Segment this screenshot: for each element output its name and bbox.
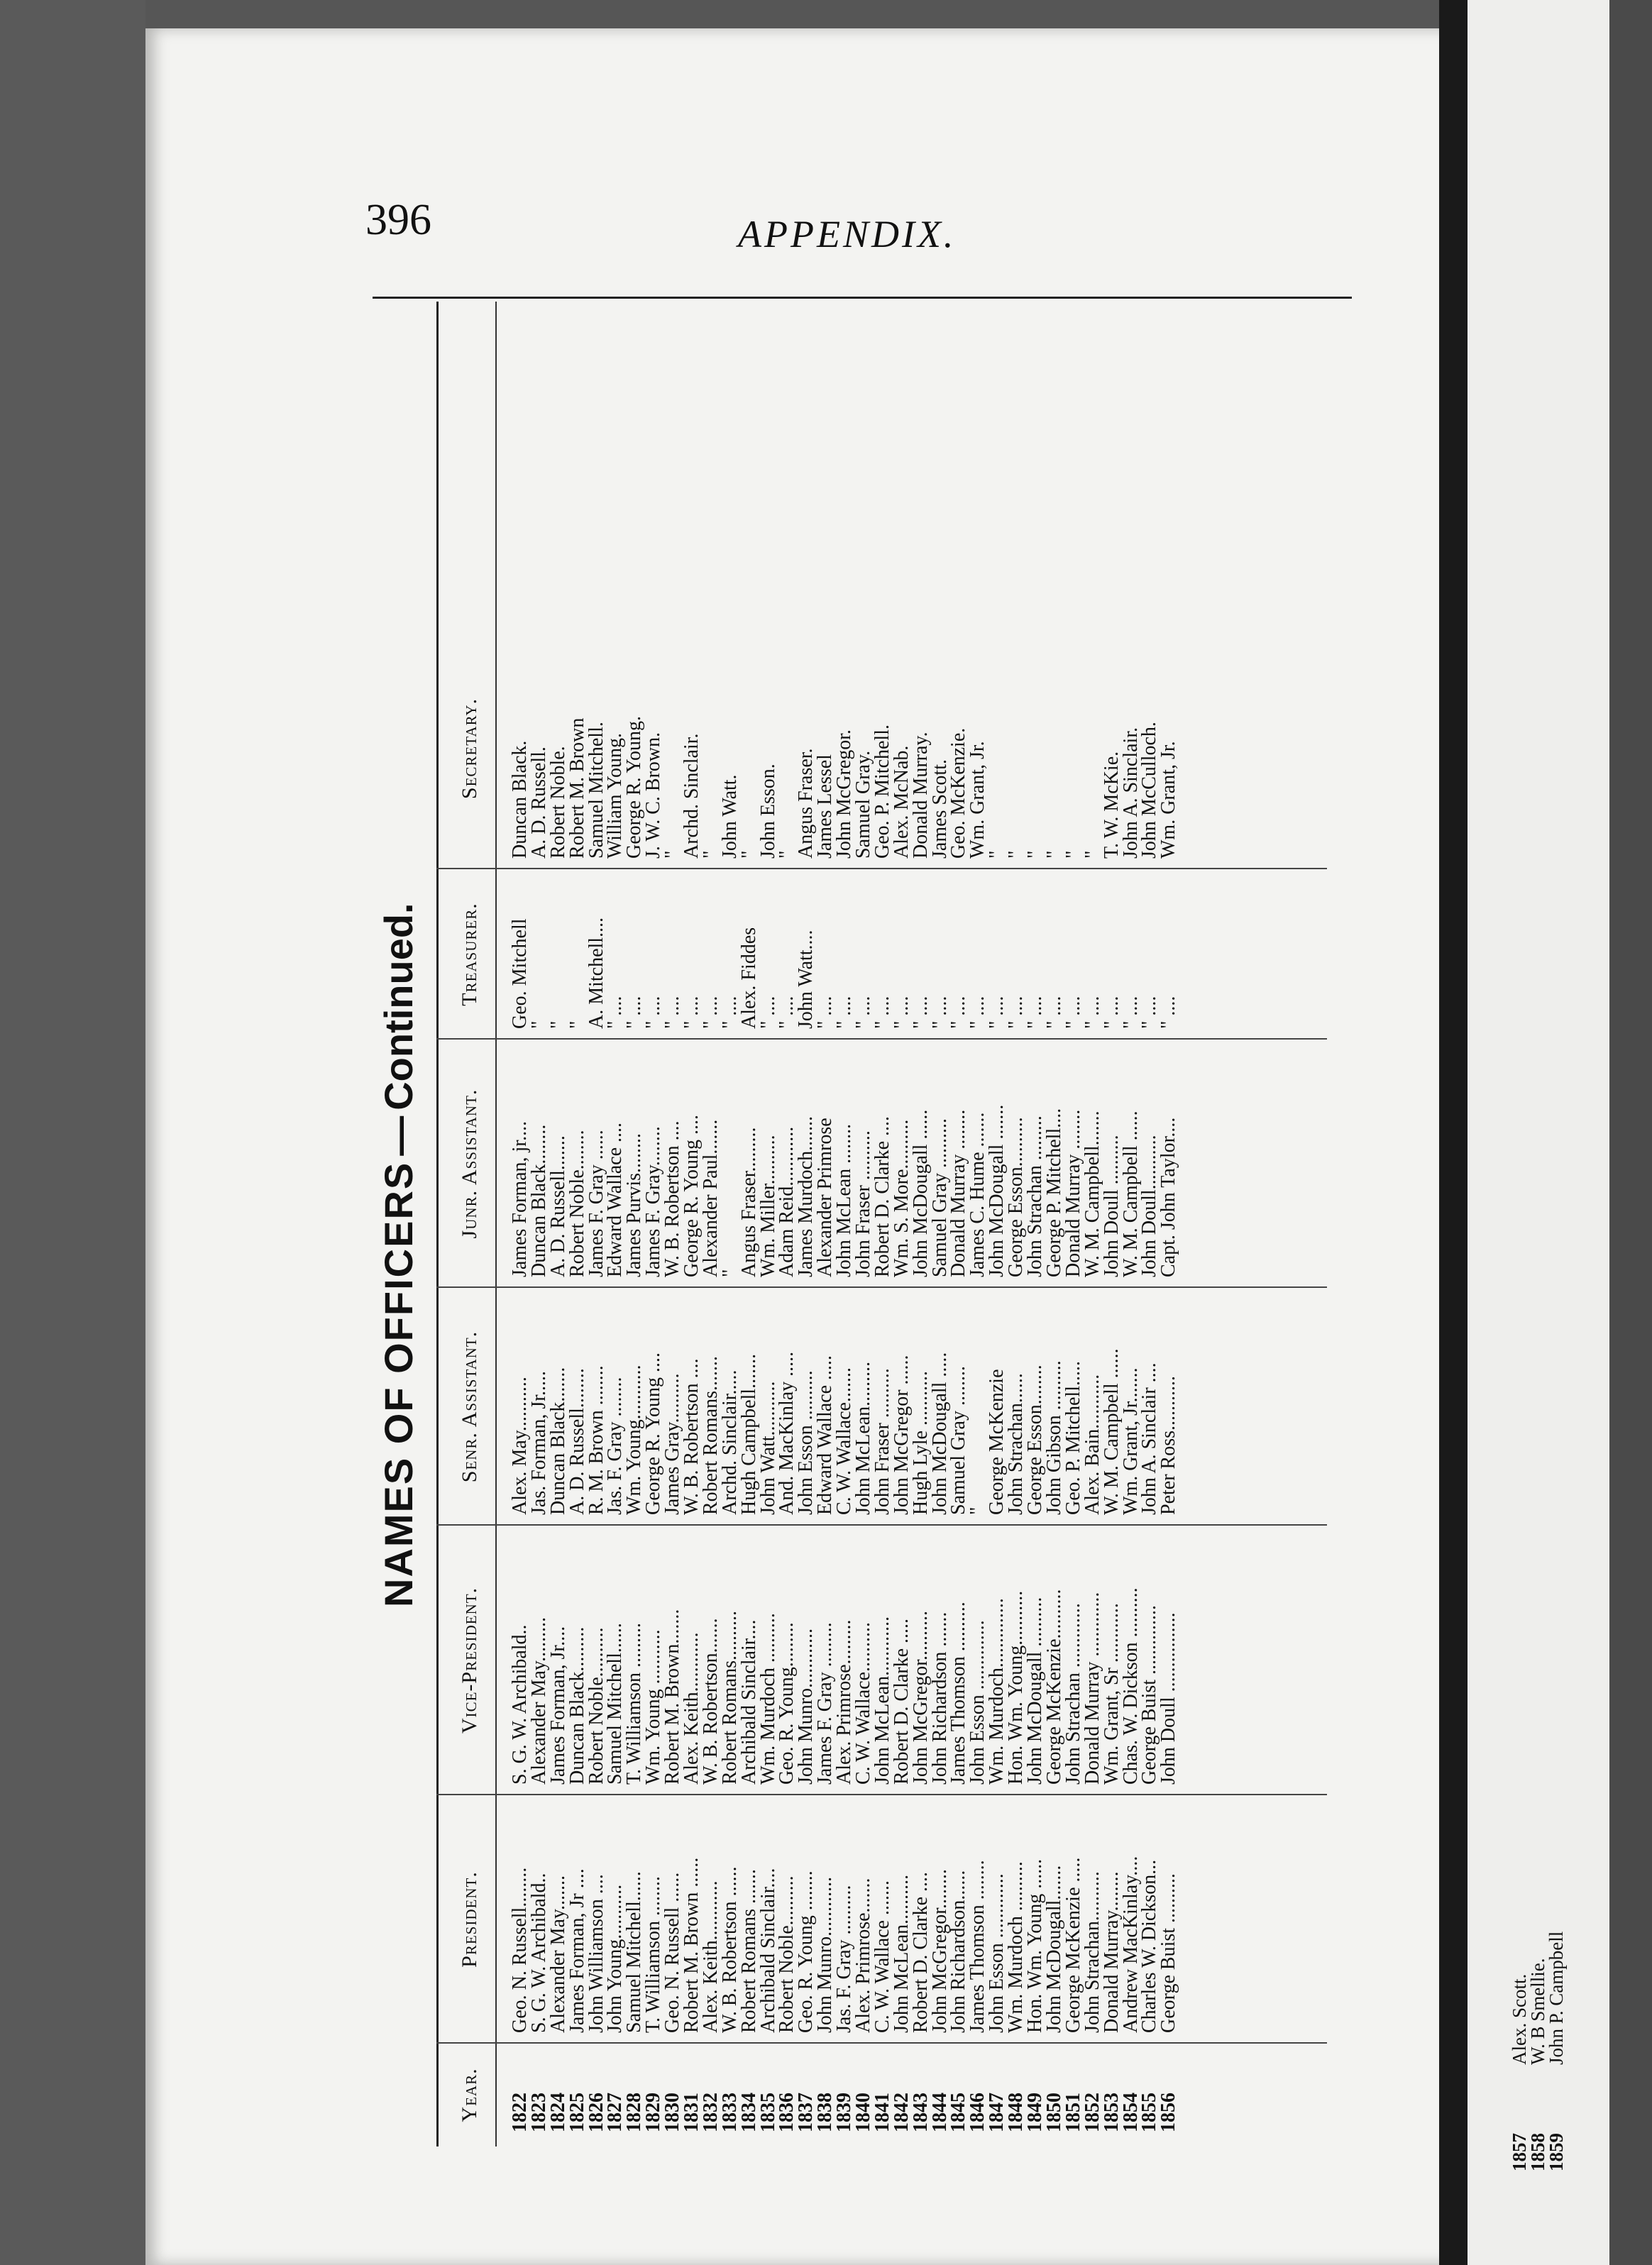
cell-year: 1854 — [1119, 2093, 1142, 2132]
cell-secretary: John Esson. — [756, 764, 779, 859]
cell-vice-president: Donald Murray ............. — [1081, 1592, 1103, 1785]
cell-year: 1851 — [1062, 2093, 1084, 2132]
cell-senior-assistant: Geo. P. Mitchell..... — [1062, 1361, 1084, 1515]
cell-junior-assistant: Samuel Gray .......... — [928, 1118, 951, 1277]
cell-senior-assistant: John Gibson .......... — [1042, 1360, 1065, 1515]
cell-treasurer: " .... — [1100, 996, 1123, 1029]
facing-page-text — [1510, 1462, 1652, 2171]
cell-junior-assistant: James F. Gray ...... — [585, 1130, 607, 1277]
cell-secretary: James Scott. — [928, 759, 951, 859]
cell-treasurer: " .... — [986, 996, 1008, 1029]
cell-secretary: " — [1081, 850, 1103, 859]
cell-junior-assistant: " — [718, 1269, 741, 1277]
cell-secretary: George R. Young. — [623, 716, 646, 859]
cell-president: John McLean.......... — [890, 1874, 913, 2033]
cell-president: Archibald Sinclair.... — [756, 1868, 779, 2033]
column-divider — [436, 1038, 1327, 1040]
column-vice-president — [511, 1529, 1179, 1785]
cell-year: 1853 — [1100, 2093, 1123, 2132]
cell-vice-president: Wm. Young ........... — [642, 1629, 665, 1785]
cell-senior-assistant: Hugh Campbell....... — [737, 1353, 760, 1515]
cell-senior-assistant: Peter Ross........... — [1157, 1376, 1180, 1515]
cell-president: George McKenzie ..... — [1062, 1857, 1084, 2033]
cell-junior-assistant: John McDougall ....... — [986, 1104, 1008, 1277]
cell-secretary: John McGregor. — [833, 729, 856, 859]
cell-junior-assistant: James Purvis........ — [623, 1133, 646, 1277]
column-secretary — [511, 624, 1179, 859]
cell-junior-assistant: John Strachan ......... — [1024, 1115, 1047, 1277]
cell-treasurer: Alex. Fiddes — [737, 927, 760, 1029]
cell-secretary: T. W. McKie. — [1100, 751, 1123, 859]
cell-secretary: " — [986, 850, 1008, 859]
cell-year: 1858 — [1527, 2133, 1548, 2171]
cell-senior-assistant: Duncan Black....... — [546, 1367, 569, 1515]
cell-treasurer: " .... — [699, 996, 722, 1029]
cell-vice-president: S. G. W. Archibald.. — [509, 1624, 531, 1785]
cell-vice-president: W. B. Robertson....... — [699, 1618, 722, 1785]
cell-junior-assistant: Alexander Paul....... — [699, 1119, 722, 1277]
cell-vice-president: Chas. W. Dickson .......... — [1119, 1587, 1142, 1785]
cell-year: 1824 — [546, 2093, 569, 2132]
cell-junior-assistant: George P. Mitchell.... — [1042, 1108, 1065, 1277]
cell-junior-assistant: James Murdoch....... — [795, 1115, 817, 1277]
cell-year: 1829 — [642, 2093, 665, 2132]
cell-treasurer: " .... — [1042, 996, 1065, 1029]
cell-junior-assistant: George Esson.......... — [1005, 1117, 1028, 1277]
cell-senior-assistant: " — [967, 1506, 989, 1515]
cell-secretary: Wm. Grant, Jr. — [1157, 741, 1180, 859]
cell-president: W. B. Robertson ...... — [718, 1866, 741, 2033]
cell-president: John Esson ............. — [986, 1873, 1008, 2033]
cell-president: John Richardson...... — [947, 1870, 970, 2033]
cell-vice-president: Wm. Murdoch.............. — [986, 1598, 1008, 1785]
cell-vice-president: Samuel Mitchell...... — [604, 1623, 627, 1785]
cell-year: 1825 — [566, 2093, 588, 2132]
cell-year: 1830 — [661, 2093, 684, 2132]
column-junior-assistant — [511, 1043, 1179, 1277]
page-number: 396 — [365, 196, 431, 244]
cell-junior-assistant: John Doull........... — [1138, 1135, 1161, 1277]
cell-senior-assistant: John McDougall ..... — [928, 1352, 951, 1515]
cell-senior-assistant: James Gray.......... — [661, 1373, 684, 1515]
cell-treasurer: Geo. Mitchell — [509, 918, 531, 1029]
cell-junior-assistant: Angus Fraser......... — [737, 1127, 760, 1277]
cell-secretary: William Young. — [604, 732, 627, 859]
cell-senior-assistant: George Esson........ — [1024, 1365, 1047, 1515]
cell-vice-president: Geo. R. Young......... — [776, 1622, 798, 1785]
cell-treasurer: " .... — [1119, 996, 1142, 1029]
cell-treasurer: " .... — [681, 996, 703, 1029]
cell-president: Hon. Wm. Young ...... — [1024, 1858, 1047, 2033]
cell-junior-assistant: George R. Young .... — [681, 1115, 703, 1277]
cell-vice-president: Robert D. Clarke ..... — [890, 1618, 913, 1785]
cell-secretary: " — [776, 850, 798, 859]
table-title-dash: — — [376, 1115, 421, 1156]
cell-secretary: Wm. Grant, Jr. — [967, 741, 989, 859]
cell-vice-president: Wm. Grant, Sr ............ — [1100, 1603, 1123, 1785]
cell-secretary: Samuel Mitchell. — [585, 722, 607, 859]
cell-vice-president: Alexander May......... — [527, 1616, 550, 1785]
header-year: Year. — [458, 2068, 481, 2122]
running-head: APPENDIX. — [738, 213, 957, 255]
cell-junior-assistant: W. B. Robertson .... — [661, 1120, 684, 1277]
cell-treasurer: " .... — [1157, 996, 1180, 1029]
cell-treasurer: " .... — [718, 996, 741, 1029]
cell-year: 1832 — [699, 2093, 722, 2132]
cell-president: Alexander May....... — [546, 1875, 569, 2033]
cell-treasurer: " — [566, 1020, 588, 1029]
cell-junior-assistant: W. M. Campbell ...... — [1119, 1111, 1142, 1277]
cell-senior-assistant: Alex. Bain........... — [1081, 1374, 1103, 1515]
column-divider — [436, 1794, 1327, 1795]
cell-year: 1843 — [909, 2093, 932, 2132]
column-senior-assistant — [511, 1291, 1179, 1515]
table-header-rule — [495, 302, 497, 2146]
cell-president: Robert Noble.......... — [776, 1875, 798, 2033]
column-year — [511, 2047, 1179, 2132]
cell-treasurer: " .... — [604, 996, 627, 1029]
column-divider — [436, 868, 1327, 869]
cell-year: 1833 — [718, 2093, 741, 2132]
cell-secretary: John A. Sinclair. — [1119, 727, 1142, 859]
cell-year: 1835 — [756, 2093, 779, 2132]
cell-senior-assistant: George McKenzie — [986, 1369, 1008, 1515]
cell-secretary: John McCulloch. — [1138, 722, 1161, 859]
cell-secretary: " — [1042, 850, 1065, 859]
cell-president: Alex. Keith............ — [699, 1880, 722, 2033]
cell-vice-president: Duncan Black......... — [566, 1626, 588, 1785]
cell-senior-assistant: C. W. Wallace....... — [833, 1367, 856, 1515]
cell-junior-assistant: James Forman, jr.... — [509, 1120, 531, 1277]
cell-secretary: Robert M. Brown — [566, 717, 588, 859]
header-vice-president: Vice-President. — [458, 1587, 481, 1734]
cell-secretary: Duncan Black. — [509, 740, 531, 859]
cell-secretary: " — [661, 850, 684, 859]
cell-president: Geo. N. Russell ...... — [661, 1872, 684, 2033]
cell-treasurer: " .... — [623, 996, 646, 1029]
cell-year: 1837 — [795, 2093, 817, 2132]
cell-senior-assistant: John McLean......... — [852, 1361, 875, 1515]
book-gutter — [1439, 0, 1467, 2265]
cell-vice-president: George Buist .............. — [1138, 1604, 1161, 1785]
column-president — [511, 1799, 1179, 2033]
cell-secretary: " — [699, 850, 722, 859]
cell-year: 1845 — [947, 2093, 970, 2132]
cell-president: Jas. F. Gray .......... — [833, 1885, 856, 2033]
cell-junior-assistant: Duncan Black........ — [527, 1124, 550, 1277]
cell-junior-assistant: Robert D. Clarke .... — [871, 1115, 893, 1277]
cell-vice-president: George McKenzie.......... — [1042, 1589, 1065, 1785]
cell-junior-assistant: James F. Gray........ — [642, 1126, 665, 1277]
cell-senior-assistant: Jas. Forman, Jr..... — [527, 1371, 550, 1515]
scan-left-margin — [0, 0, 145, 2265]
cell-year: 1857 — [1509, 2133, 1530, 2171]
cell-junior-assistant: W. M. Campbell....... — [1081, 1111, 1103, 1277]
cell-senior-assistant: John Strachan...... — [1005, 1373, 1028, 1515]
cell-secretary: Geo. McKenzie. — [947, 727, 970, 859]
cell-president: C. W. Wallace ....... — [871, 1880, 893, 2033]
cell-president: James Forman, Jr .... — [566, 1868, 588, 2033]
cell-year: 1822 — [509, 2093, 531, 2132]
cell-treasurer: " .... — [661, 996, 684, 1029]
cell-treasurer: " .... — [928, 996, 951, 1029]
cell-treasurer: " .... — [909, 996, 932, 1029]
cell-president: T. Williamson ........ — [642, 1875, 665, 2033]
cell-senior-assistant: Wm. Young........... — [623, 1365, 646, 1515]
cell-vice-president: Alex. Primrose......... — [833, 1619, 856, 1785]
cell-president: Robert Romans ....... — [737, 1869, 760, 2033]
cell-secretary: A. D. Russell. — [527, 746, 550, 859]
cell-senior-assistant: W. B. Robertson .... — [681, 1358, 703, 1515]
cell-year: 1828 — [623, 2093, 646, 2132]
cell-vice-president: C. W. Wallace.......... — [852, 1622, 875, 1785]
column-treasurer — [511, 873, 1179, 1029]
cell-secretary: Samuel Gray. — [852, 750, 875, 859]
cell-senior-assistant: A. D. Russell........ — [566, 1368, 588, 1515]
column-divider — [436, 2042, 1327, 2044]
cell-president: S. G. W. Archibald.. — [527, 1873, 550, 2033]
cell-president: Donald Murray........ — [1100, 1871, 1123, 2033]
cell-vice-president: Wm. Murdoch .......... — [756, 1613, 779, 1785]
cell-treasurer: " .... — [852, 996, 875, 1029]
header-treasurer: Treasurer. — [458, 903, 481, 1006]
cell-treasurer: " .... — [1005, 996, 1028, 1029]
cell-year: 1844 — [928, 2093, 951, 2132]
cell-vice-president: John Munro............ — [795, 1628, 817, 1785]
cell-vice-president: John Doull ................ — [1157, 1612, 1180, 1785]
cell-vice-president: James Thomson .......... — [947, 1602, 970, 1785]
cell-senior-assistant: Edward Wallace ..... — [814, 1355, 837, 1515]
cell-president: Geo. N. Russell........ — [509, 1867, 531, 2033]
cell-year: 1823 — [527, 2093, 550, 2132]
cell-senior-assistant: George R. Young .... — [642, 1352, 665, 1515]
cell-president: John Young........... — [604, 1884, 627, 2033]
cell-year: 1831 — [681, 2093, 703, 2132]
cell-senior-assistant: And. MacKinlay ..... — [776, 1351, 798, 1515]
table-title-main: NAMES OF OFFICERS — [376, 1161, 421, 1607]
cell-senior-assistant: Wm. Grant, Jr....... — [1119, 1367, 1142, 1515]
cell-secretary: " — [1024, 850, 1047, 859]
cell-treasurer: " .... — [890, 996, 913, 1029]
cell-junior-assistant: Alexander Primrose — [814, 1118, 837, 1277]
cell-president: Andrew MacKinlay.... — [1119, 1856, 1142, 2033]
cell-senior-assistant: Samuel Gray ........ — [947, 1366, 970, 1515]
cell-vice-president: James Forman, Jr.... — [546, 1626, 569, 1785]
cell-secretary: J. W. C. Brown. — [642, 732, 665, 859]
cell-year: 1850 — [1042, 2093, 1065, 2132]
cell-treasurer: " .... — [642, 996, 665, 1029]
cell-year: 1836 — [776, 2093, 798, 2132]
cell-junior-assistant: Robert Noble........ — [566, 1130, 588, 1277]
cell-secretary: James Lessel — [814, 754, 837, 859]
cell-vice-president: John Esson .............. — [967, 1620, 989, 1785]
column-secretary-continued — [1510, 1795, 1565, 2065]
cell-president: Geo. R. Young ........ — [795, 1870, 817, 2033]
cell-secretary: W. B Smellie. — [1527, 1958, 1548, 2065]
cell-junior-assistant: Donald Murray ........ — [947, 1109, 970, 1277]
cell-secretary: John P. Campbell — [1546, 1931, 1567, 2065]
header-secretary: Secretary. — [458, 698, 481, 800]
cell-treasurer: A. Mitchell.... — [585, 917, 607, 1029]
cell-treasurer: " .... — [871, 996, 893, 1029]
cell-year: 1834 — [737, 2093, 760, 2132]
cell-year: 1856 — [1157, 2093, 1180, 2132]
cell-year: 1839 — [833, 2093, 856, 2132]
cell-vice-president: John Strachan ............. — [1062, 1603, 1084, 1785]
cell-senior-assistant: R. M. Brown ........ — [585, 1365, 607, 1515]
cell-year: 1848 — [1005, 2093, 1028, 2132]
cell-year: 1842 — [890, 2093, 913, 2132]
cell-president: Samuel Mitchell...... — [623, 1871, 646, 2033]
cell-junior-assistant: John Doull .......... — [1100, 1135, 1123, 1277]
cell-president: John Williamson .... — [585, 1874, 607, 2033]
cell-treasurer: " .... — [967, 996, 989, 1029]
cell-secretary: Alex. Scott. — [1509, 1973, 1530, 2065]
cell-year: 1847 — [986, 2093, 1008, 2132]
cell-junior-assistant: Wm. Miller.......... — [756, 1135, 779, 1277]
cell-treasurer: " .... — [1138, 996, 1161, 1029]
cell-vice-president: Hon. Wm. Young........... — [1005, 1590, 1028, 1785]
cell-senior-assistant: John Watt........... — [756, 1381, 779, 1515]
cell-year: 1840 — [852, 2093, 875, 2132]
cell-vice-president: Robert M. Brown....... — [661, 1609, 684, 1785]
cell-president: Robert M. Brown ...... — [681, 1857, 703, 2033]
cell-junior-assistant: Capt. John Taylor.... — [1157, 1117, 1180, 1277]
officers-table — [369, 302, 1355, 2146]
cell-senior-assistant: John Fraser .......... — [871, 1368, 893, 1515]
cell-vice-president: Robert Noble.......... — [585, 1627, 607, 1785]
cell-vice-president: T. Williamson ......... — [623, 1622, 646, 1785]
cell-junior-assistant: Donald Murray ........ — [1062, 1109, 1084, 1277]
cell-senior-assistant: Robert Romans....... — [699, 1356, 722, 1515]
cell-president: John Munro............ — [814, 1876, 837, 2033]
cell-president: John McDougall....... — [1042, 1865, 1065, 2033]
header-senior-assistant: Senr. Assistant. — [458, 1330, 481, 1483]
cell-president: Charles W. Dickson... — [1138, 1859, 1161, 2033]
cell-senior-assistant: Hugh Lyle ........... — [909, 1371, 932, 1515]
cell-secretary: " — [1005, 850, 1028, 859]
cell-senior-assistant: Alex. May........... — [509, 1377, 531, 1515]
cell-president: James Thomson ........ — [967, 1860, 989, 2033]
table-top-rule — [436, 302, 439, 2146]
cell-secretary: Donald Murray. — [909, 732, 932, 859]
cell-secretary: Alex. McNab. — [890, 745, 913, 859]
cell-treasurer: " .... — [756, 996, 779, 1029]
column-divider — [436, 1524, 1327, 1526]
cell-president: Robert D. Clarke .... — [909, 1871, 932, 2033]
cell-year: 1849 — [1024, 2093, 1047, 2132]
cell-junior-assistant: A. D. Russell....... — [546, 1135, 569, 1277]
cell-senior-assistant: W. M. Campbell ...... — [1100, 1348, 1123, 1515]
cell-senior-assistant: John Esson .......... — [795, 1370, 817, 1515]
header-junior-assistant: Junr. Assistant. — [458, 1089, 481, 1239]
cell-president: John McGregor........ — [928, 1869, 951, 2033]
cell-year: 1827 — [604, 2093, 627, 2132]
cell-treasurer: " .... — [947, 996, 970, 1029]
cell-year: 1859 — [1546, 2133, 1567, 2171]
cell-treasurer: " .... — [776, 996, 798, 1029]
cell-junior-assistant: James C. Hume ....... — [967, 1112, 989, 1277]
cell-treasurer: " .... — [1024, 996, 1047, 1029]
cell-year: 1826 — [585, 2093, 607, 2132]
cell-secretary: " — [1062, 850, 1084, 859]
cell-vice-president: James F. Gray ......... — [814, 1622, 837, 1785]
cell-senior-assistant: John McGregor ...... — [890, 1355, 913, 1515]
cell-year: 1838 — [814, 2093, 837, 2132]
cell-senior-assistant: Jas. F. Gray ........ — [604, 1377, 627, 1515]
cell-senior-assistant: Archd. Sinclair..... — [718, 1370, 741, 1515]
cell-year: 1846 — [967, 2093, 989, 2132]
cell-junior-assistant: Wm. S. More.......... — [890, 1119, 913, 1277]
cell-year: 1855 — [1138, 2093, 1161, 2132]
header-president: President. — [458, 1871, 481, 1968]
cell-secretary: " — [737, 850, 760, 859]
header-rule — [373, 297, 1352, 299]
cell-treasurer: " — [546, 1020, 569, 1029]
cell-secretary: Angus Fraser. — [795, 748, 817, 859]
cell-treasurer: " .... — [1062, 996, 1084, 1029]
cell-treasurer: " .... — [833, 996, 856, 1029]
cell-year: 1841 — [871, 2093, 893, 2132]
cell-secretary: Archd. Sinclair. — [681, 733, 703, 859]
cell-vice-president: John McGregor.......... — [909, 1611, 932, 1785]
column-divider — [436, 1286, 1327, 1288]
facing-page-fragment — [1467, 0, 1609, 2265]
cell-vice-president: John McLean............ — [871, 1616, 893, 1785]
cell-vice-president: Robert Romans.......... — [718, 1611, 741, 1785]
cell-treasurer: " — [527, 1020, 550, 1029]
cell-secretary: Robert Noble. — [546, 746, 569, 859]
cell-secretary: John Watt. — [718, 774, 741, 859]
cell-year: 1852 — [1081, 2093, 1103, 2132]
cell-treasurer: John Watt.... — [795, 930, 817, 1029]
cell-president: Alex. Primrose....... — [852, 1878, 875, 2033]
table-title — [376, 543, 422, 1607]
cell-junior-assistant: John Fraser .......... — [852, 1130, 875, 1277]
cell-treasurer: " .... — [1081, 996, 1103, 1029]
table-title-continued: Continued. — [376, 903, 421, 1111]
cell-vice-president: Alex. Keith............ — [681, 1632, 703, 1785]
cell-senior-assistant: John A. Sinclair .... — [1138, 1362, 1161, 1515]
cell-junior-assistant: John McDougall ...... — [909, 1109, 932, 1277]
cell-vice-president: John Richardson ....... — [928, 1611, 951, 1785]
cell-treasurer: " .... — [814, 996, 837, 1029]
cell-vice-president: Archibald Sinclair.... — [737, 1619, 760, 1785]
cell-secretary: Geo. P. Mitchell. — [871, 724, 893, 859]
cell-junior-assistant: Adam Reid............ — [776, 1126, 798, 1277]
cell-president: John Strachan.......... — [1081, 1871, 1103, 2033]
cell-junior-assistant: John McLean ........ — [833, 1123, 856, 1277]
cell-president: Wm. Murdoch .......... — [1005, 1861, 1028, 2033]
cell-vice-president: John McDougall .......... — [1024, 1597, 1047, 1785]
cell-president: George Buist .......... — [1157, 1873, 1180, 2033]
column-year-continued — [1510, 2122, 1565, 2171]
cell-junior-assistant: Edward Wallace .... — [604, 1122, 627, 1277]
